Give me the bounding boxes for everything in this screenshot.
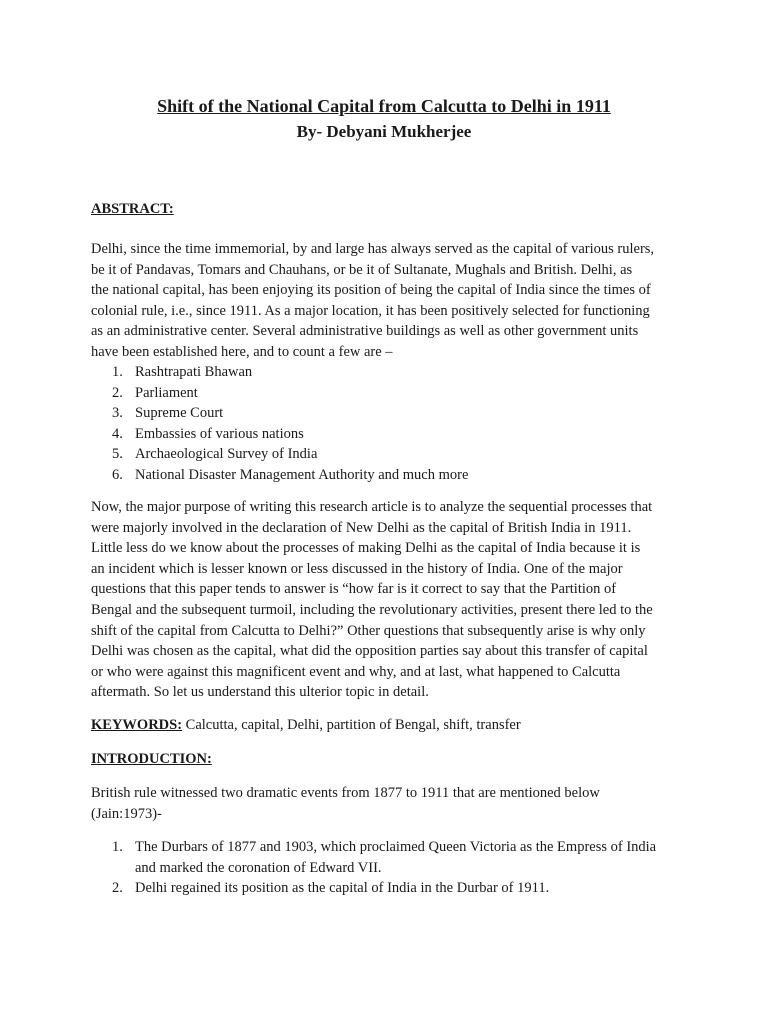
list-number: 2. [112, 880, 123, 897]
paragraph-line: have been established here, and to count a few are – [91, 343, 393, 360]
list-item-text: Archaeological Survey of India [135, 446, 318, 463]
list-item [91, 465, 691, 486]
introduction-paragraph [91, 783, 687, 824]
paragraph-line: Bengal and the subsequent turmoil, including the revolutionary activities, present there led to the [91, 601, 653, 618]
paragraph-line: British rule witnessed two dramatic events from 1877 to 1911 that are mentioned below [91, 785, 600, 801]
list-item [91, 362, 691, 383]
list-item-text: The Durbars of 1877 and 1903, which proclaimed Queen Victoria as the Empress of India [135, 839, 657, 855]
paragraph-line: colonial rule, i.e., since 1911. As a major location, it has been positively selected for functioning [91, 302, 650, 319]
list-number: 1. [112, 364, 123, 380]
list-item [91, 403, 691, 424]
keywords-text: Calcutta, capital, Delhi, partition of Bengal, shift, transfer [182, 717, 521, 733]
list-item-text: Rashtrapati Bhawan [135, 364, 253, 380]
list-item [91, 444, 691, 465]
list-number: 3. [112, 405, 123, 422]
list-item [91, 878, 691, 899]
list-number: 1. [112, 839, 123, 855]
paragraph-line: the national capital, has been enjoying its position of being the capital of India since the times of [91, 282, 651, 299]
paragraph-line: questions that this paper tends to answer is “how far is it correct to say that the Partition of [91, 581, 617, 598]
paragraph-line: an incident which is lesser known or less discussed in the history of India. One of the major [91, 560, 623, 577]
institutions-list [91, 362, 691, 486]
paragraph-line: Little less do we know about the processes of making Delhi as the capital of India because it is [91, 540, 641, 557]
paragraph-line: Delhi was chosen as the capital, what did the opposition parties say about this transfer of capital [91, 643, 648, 660]
events-list [91, 837, 691, 899]
list-item-text: Delhi regained its position as the capital of India in the Durbar of 1911. [135, 880, 550, 897]
list-item-text: National Disaster Management Authority and much more [135, 466, 469, 483]
keywords-label: KEYWORDS: [91, 717, 183, 733]
list-item [91, 837, 691, 878]
paragraph-line: be it of Pandavas, Tomars and Chauhans, or be it of Sultanate, Mughals and British. Delhi, as [91, 261, 633, 278]
list-number: 4. [112, 425, 123, 442]
list-item [91, 383, 691, 404]
list-item-text: Parliament [135, 384, 198, 401]
abstract-paragraph [91, 239, 687, 363]
list-number: 2. [112, 384, 123, 401]
paragraph-line: or who were against this magnificent event and why, and at last, what happened to Calcutta [91, 663, 621, 680]
paragraph-line: were majorly involved in the declaration of New Delhi as the capital of British India in 1911. [91, 519, 632, 536]
introduction-heading: INTRODUCTION: [91, 751, 212, 767]
paragraph-line: shift of the capital from Calcutta to Delhi?” Other questions that subsequently arise is why only [91, 622, 646, 639]
list-number: 6. [112, 466, 123, 483]
keywords-line [91, 715, 521, 735]
list-item-text: Embassies of various nations [135, 425, 304, 442]
document-author: By- Debyani Mukherjee [296, 122, 472, 141]
paragraph-line: aftermath. So let us understand this ulterior topic in detail. [91, 684, 429, 701]
list-item-text: Supreme Court [135, 405, 224, 422]
paragraph-line: as an administrative center. Several administrative buildings as well as other government units [91, 323, 639, 340]
purpose-paragraph [91, 497, 687, 703]
document-title: Shift of the National Capital from Calcutta to Delhi in 1911 [157, 96, 611, 116]
list-item-text: and marked the coronation of Edward VII. [135, 859, 382, 876]
paragraph-line: Now, the major purpose of writing this research article is to analyze the sequential processes that [91, 499, 653, 515]
list-number: 5. [112, 446, 123, 463]
list-item [91, 424, 691, 445]
paragraph-line: Delhi, since the time immemorial, by and large has always served as the capital of various rulers, [91, 241, 655, 257]
abstract-heading: ABSTRACT: [91, 201, 174, 217]
paragraph-line: (Jain:1973)- [91, 805, 162, 822]
